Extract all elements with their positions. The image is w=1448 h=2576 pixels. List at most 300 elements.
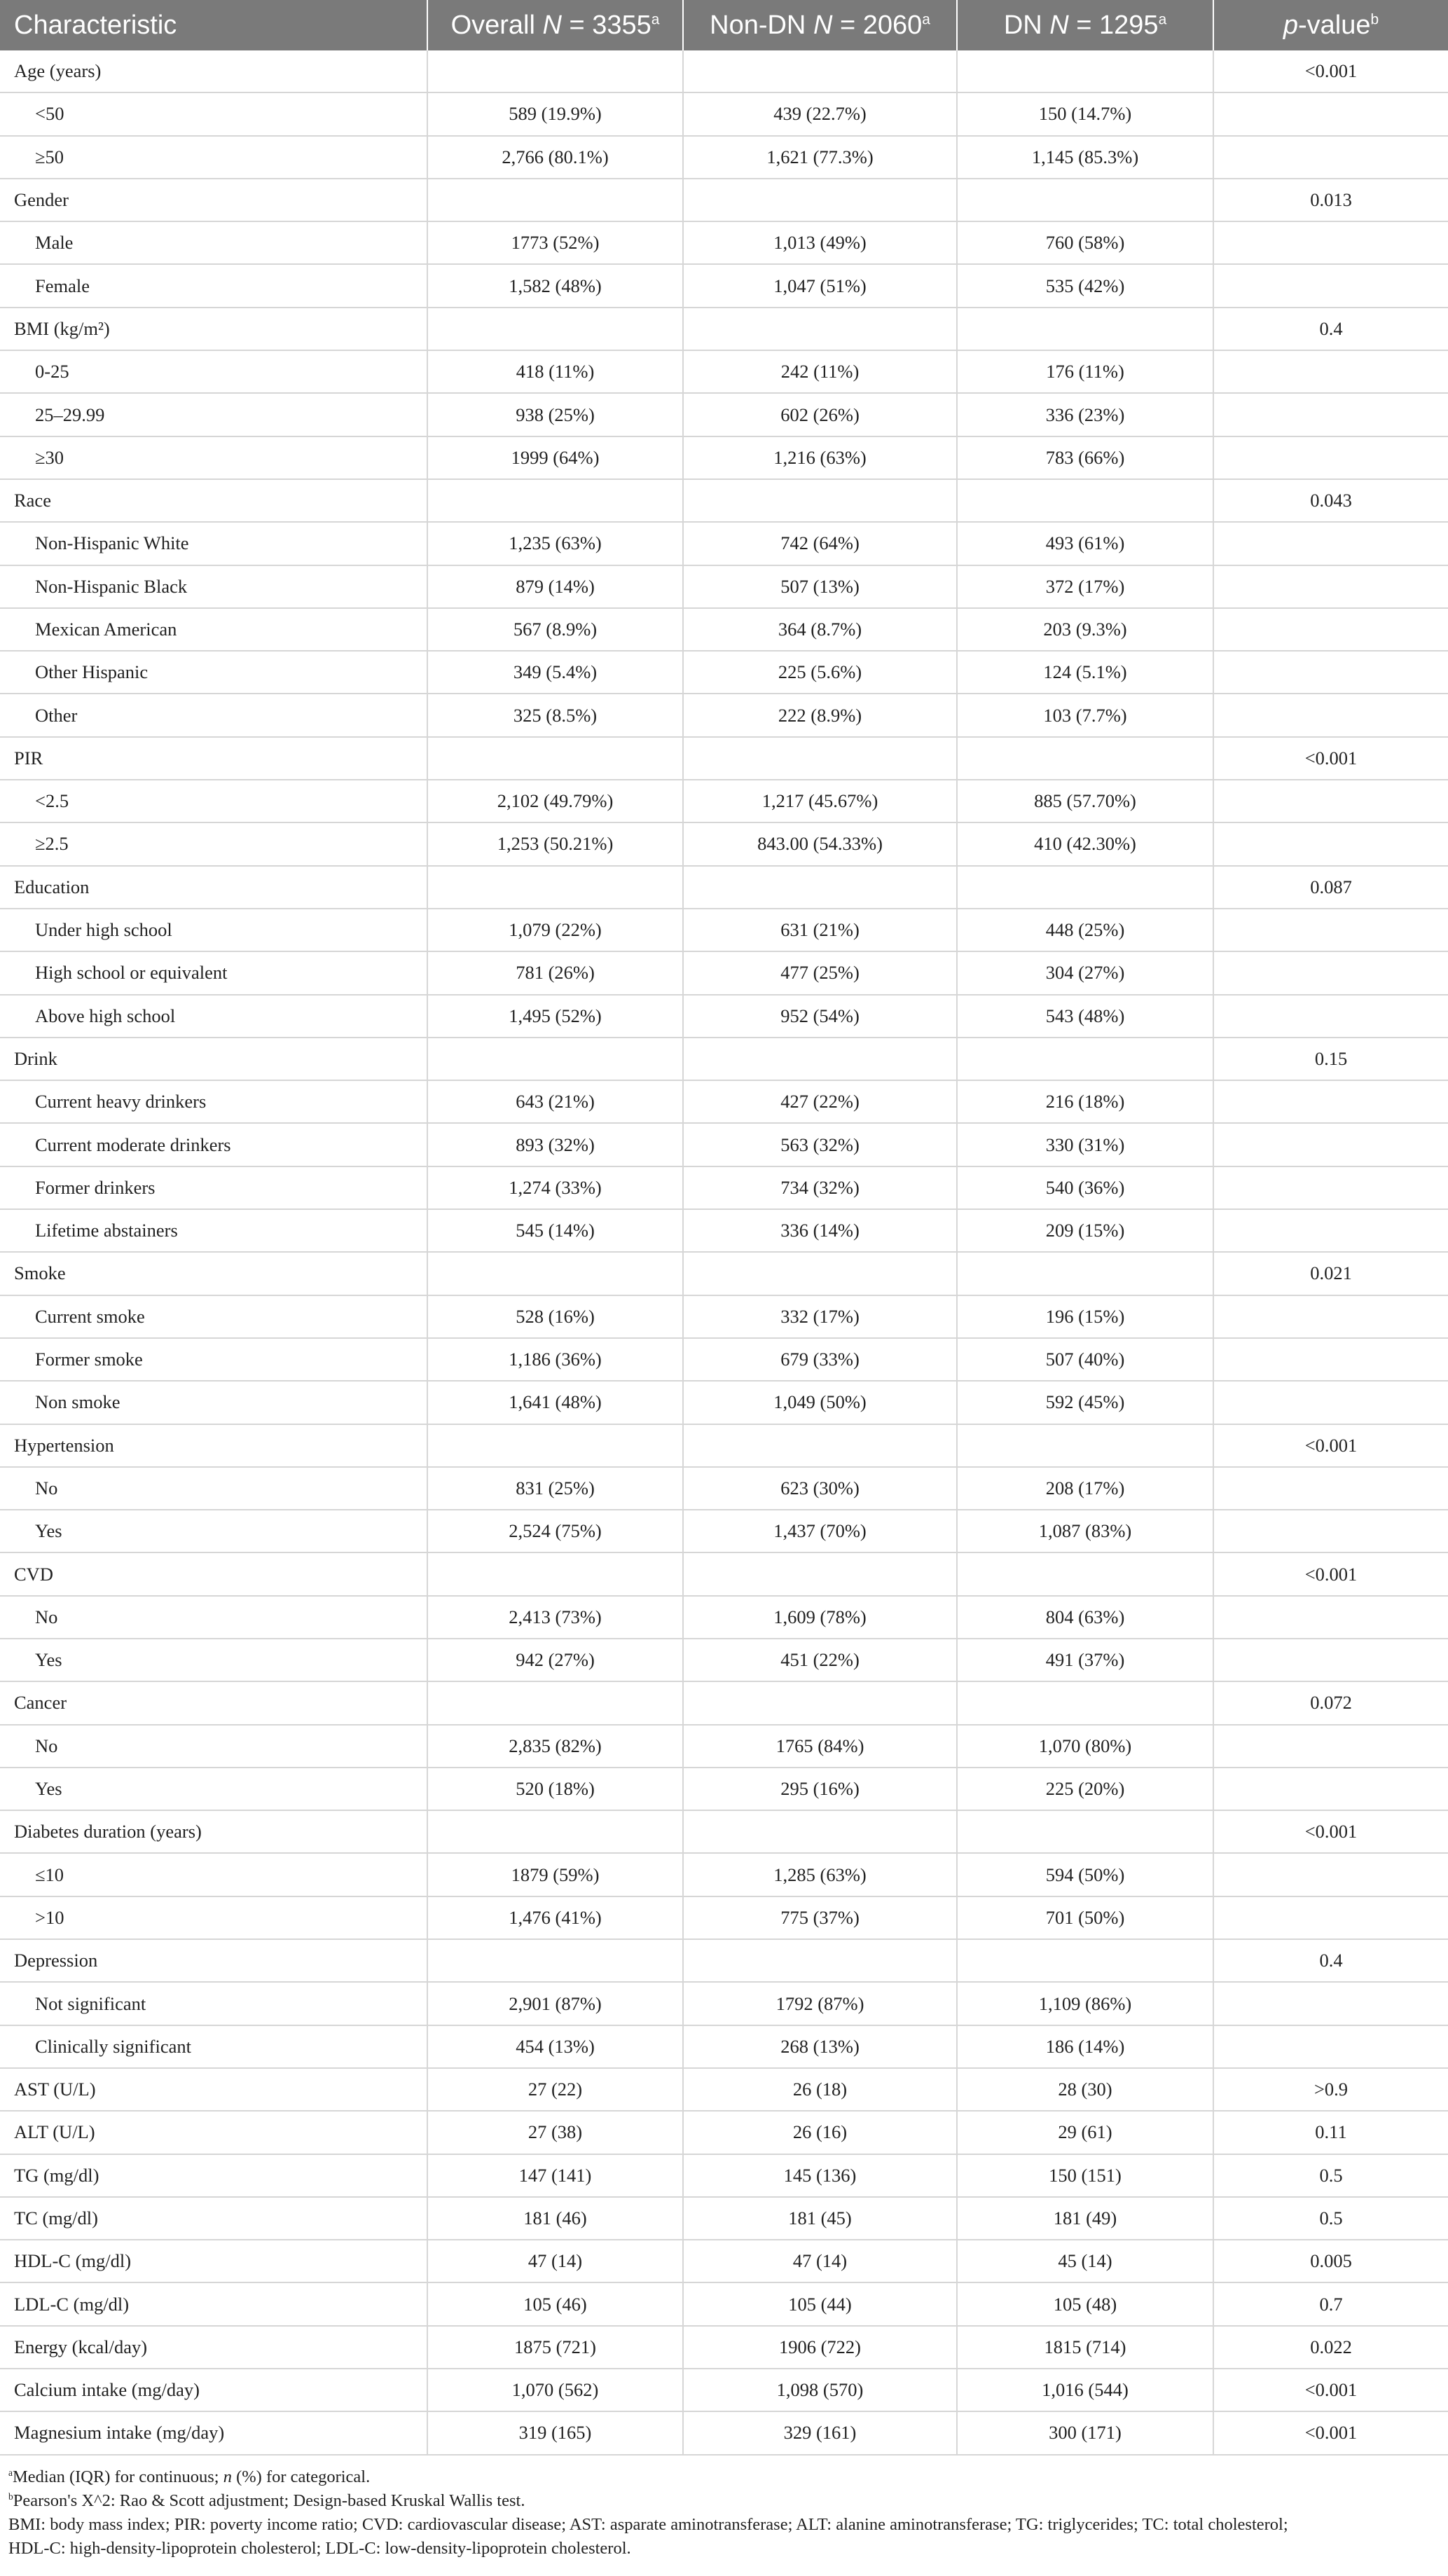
cell-characteristic: LDL-C (mg/dl) bbox=[0, 2282, 427, 2325]
table-row bbox=[0, 1338, 1448, 1381]
cell-p-value: <0.001 bbox=[1213, 50, 1448, 92]
cell-characteristic: 0-25 bbox=[0, 350, 427, 393]
cell-p-value: 0.022 bbox=[1213, 2326, 1448, 2369]
table-row bbox=[0, 1467, 1448, 1510]
cell-non-dn bbox=[683, 1810, 957, 1853]
cell-dn bbox=[957, 1939, 1213, 1982]
cell-characteristic: Yes bbox=[0, 1639, 427, 1681]
table-row bbox=[0, 1166, 1448, 1209]
header-overall-sup: a bbox=[651, 11, 660, 27]
cell-characteristic: Depression bbox=[0, 1939, 427, 1982]
table-row bbox=[0, 179, 1448, 221]
cell-characteristic: CVD bbox=[0, 1552, 427, 1595]
cell-p-value: 0.005 bbox=[1213, 2240, 1448, 2282]
cell-overall: 2,835 (82%) bbox=[427, 1725, 683, 1768]
table-row bbox=[0, 1596, 1448, 1639]
cell-non-dn: 364 (8.7%) bbox=[683, 608, 957, 651]
cell-dn bbox=[957, 1038, 1213, 1080]
cell-p-value bbox=[1213, 565, 1448, 608]
cell-p-value bbox=[1213, 1853, 1448, 1896]
cell-characteristic: PIR bbox=[0, 737, 427, 780]
cell-overall: 418 (11%) bbox=[427, 350, 683, 393]
cell-characteristic: TG (mg/dl) bbox=[0, 2154, 427, 2197]
cell-dn: 124 (5.1%) bbox=[957, 651, 1213, 694]
cell-p-value bbox=[1213, 1768, 1448, 1810]
cell-non-dn: 507 (13%) bbox=[683, 565, 957, 608]
cell-dn bbox=[957, 1424, 1213, 1467]
cell-non-dn: 222 (8.9%) bbox=[683, 694, 957, 736]
cell-non-dn: 332 (17%) bbox=[683, 1295, 957, 1338]
cell-overall: 1,079 (22%) bbox=[427, 909, 683, 951]
cell-p-value bbox=[1213, 1295, 1448, 1338]
cell-dn bbox=[957, 866, 1213, 909]
cell-characteristic: Non-Hispanic Black bbox=[0, 565, 427, 608]
cell-overall: 1,186 (36%) bbox=[427, 1338, 683, 1381]
header-characteristic-text: Characteristic bbox=[14, 10, 177, 40]
header-overall-n: N bbox=[542, 10, 562, 40]
cell-dn: 448 (25%) bbox=[957, 909, 1213, 951]
cell-overall: 325 (8.5%) bbox=[427, 694, 683, 736]
cell-p-value bbox=[1213, 822, 1448, 865]
cell-overall: 1999 (64%) bbox=[427, 436, 683, 479]
cell-dn bbox=[957, 1810, 1213, 1853]
cell-p-value: 0.7 bbox=[1213, 2282, 1448, 2325]
table-row bbox=[0, 1038, 1448, 1080]
cell-non-dn: 1,285 (63%) bbox=[683, 1853, 957, 1896]
cell-p-value bbox=[1213, 780, 1448, 822]
cell-non-dn bbox=[683, 1424, 957, 1467]
cell-non-dn bbox=[683, 179, 957, 221]
cell-p-value bbox=[1213, 221, 1448, 264]
cell-p-value: 0.5 bbox=[1213, 2197, 1448, 2240]
cell-non-dn: 26 (16) bbox=[683, 2111, 957, 2154]
cell-characteristic: >10 bbox=[0, 1896, 427, 1939]
table-row bbox=[0, 909, 1448, 951]
cell-overall: 1773 (52%) bbox=[427, 221, 683, 264]
cell-p-value: 0.4 bbox=[1213, 308, 1448, 350]
cell-overall bbox=[427, 737, 683, 780]
cell-dn: 491 (37%) bbox=[957, 1639, 1213, 1681]
cell-characteristic: Current moderate drinkers bbox=[0, 1123, 427, 1166]
table-row bbox=[0, 1381, 1448, 1424]
cell-non-dn: 1,013 (49%) bbox=[683, 221, 957, 264]
table-row bbox=[0, 1424, 1448, 1467]
cell-non-dn bbox=[683, 1038, 957, 1080]
header-p-value bbox=[1213, 0, 1448, 50]
cell-p-value: 0.013 bbox=[1213, 179, 1448, 221]
table-row bbox=[0, 2154, 1448, 2197]
cell-dn: 493 (61%) bbox=[957, 522, 1213, 565]
cell-p-value bbox=[1213, 1510, 1448, 1552]
cell-p-value bbox=[1213, 2025, 1448, 2068]
cell-dn: 103 (7.7%) bbox=[957, 694, 1213, 736]
cell-p-value bbox=[1213, 1596, 1448, 1639]
cell-dn bbox=[957, 1552, 1213, 1595]
cell-non-dn: 1,437 (70%) bbox=[683, 1510, 957, 1552]
cell-characteristic: Current heavy drinkers bbox=[0, 1080, 427, 1123]
table-row bbox=[0, 522, 1448, 565]
cell-non-dn: 145 (136) bbox=[683, 2154, 957, 2197]
footnote-a-sup: a bbox=[8, 2467, 13, 2478]
cell-overall: 1,641 (48%) bbox=[427, 1381, 683, 1424]
cell-overall: 781 (26%) bbox=[427, 951, 683, 994]
cell-p-value: 0.072 bbox=[1213, 1681, 1448, 1724]
cell-p-value: <0.001 bbox=[1213, 1552, 1448, 1595]
cell-dn: 330 (31%) bbox=[957, 1123, 1213, 1166]
cell-p-value: <0.001 bbox=[1213, 2411, 1448, 2454]
cell-non-dn: 451 (22%) bbox=[683, 1639, 957, 1681]
cell-characteristic: Magnesium intake (mg/day) bbox=[0, 2411, 427, 2454]
cell-non-dn: 1,609 (78%) bbox=[683, 1596, 957, 1639]
table-row bbox=[0, 92, 1448, 135]
cell-p-value bbox=[1213, 1080, 1448, 1123]
cell-dn: 209 (15%) bbox=[957, 1209, 1213, 1252]
cell-dn: 535 (42%) bbox=[957, 264, 1213, 307]
cell-overall: 1,476 (41%) bbox=[427, 1896, 683, 1939]
cell-overall bbox=[427, 1424, 683, 1467]
cell-non-dn: 775 (37%) bbox=[683, 1896, 957, 1939]
table-row bbox=[0, 608, 1448, 651]
cell-non-dn: 1,047 (51%) bbox=[683, 264, 957, 307]
table-row bbox=[0, 221, 1448, 264]
cell-overall bbox=[427, 1038, 683, 1080]
table-row bbox=[0, 1853, 1448, 1896]
cell-non-dn: 427 (22%) bbox=[683, 1080, 957, 1123]
cell-characteristic: ≥30 bbox=[0, 436, 427, 479]
cell-p-value: <0.001 bbox=[1213, 737, 1448, 780]
cell-non-dn bbox=[683, 1939, 957, 1982]
cell-non-dn: 477 (25%) bbox=[683, 951, 957, 994]
header-dn bbox=[957, 0, 1213, 50]
cell-characteristic: <2.5 bbox=[0, 780, 427, 822]
cell-overall: 831 (25%) bbox=[427, 1467, 683, 1510]
cell-non-dn: 225 (5.6%) bbox=[683, 651, 957, 694]
cell-overall bbox=[427, 479, 683, 522]
cell-dn: 45 (14) bbox=[957, 2240, 1213, 2282]
header-overall-prefix: Overall bbox=[450, 10, 543, 40]
cell-overall bbox=[427, 1939, 683, 1982]
cell-characteristic: Gender bbox=[0, 179, 427, 221]
table-row bbox=[0, 1552, 1448, 1595]
cell-overall bbox=[427, 1681, 683, 1724]
cell-dn: 105 (48) bbox=[957, 2282, 1213, 2325]
cell-p-value bbox=[1213, 694, 1448, 736]
cell-dn: 304 (27%) bbox=[957, 951, 1213, 994]
cell-p-value bbox=[1213, 1467, 1448, 1510]
cell-non-dn: 952 (54%) bbox=[683, 995, 957, 1038]
cell-characteristic: 25–29.99 bbox=[0, 393, 427, 436]
cell-overall: 2,901 (87%) bbox=[427, 1982, 683, 2025]
cell-overall: 879 (14%) bbox=[427, 565, 683, 608]
table-row bbox=[0, 2197, 1448, 2240]
cell-overall: 643 (21%) bbox=[427, 1080, 683, 1123]
cell-overall: 2,766 (80.1%) bbox=[427, 136, 683, 179]
cell-non-dn: 268 (13%) bbox=[683, 2025, 957, 2068]
cell-non-dn bbox=[683, 866, 957, 909]
cell-overall: 319 (165) bbox=[427, 2411, 683, 2454]
cell-characteristic: Clinically significant bbox=[0, 2025, 427, 2068]
cell-non-dn: 563 (32%) bbox=[683, 1123, 957, 1166]
cell-dn bbox=[957, 179, 1213, 221]
table-row bbox=[0, 308, 1448, 350]
cell-p-value: 0.087 bbox=[1213, 866, 1448, 909]
cell-non-dn bbox=[683, 1252, 957, 1295]
cell-p-value bbox=[1213, 136, 1448, 179]
header-dn-prefix: DN bbox=[1003, 10, 1050, 40]
cell-characteristic: ≤10 bbox=[0, 1853, 427, 1896]
cell-overall: 349 (5.4%) bbox=[427, 651, 683, 694]
cell-overall: 1,253 (50.21%) bbox=[427, 822, 683, 865]
cell-p-value bbox=[1213, 651, 1448, 694]
cell-dn: 203 (9.3%) bbox=[957, 608, 1213, 651]
cell-non-dn: 679 (33%) bbox=[683, 1338, 957, 1381]
cell-overall bbox=[427, 1552, 683, 1595]
table-row bbox=[0, 1896, 1448, 1939]
cell-overall: 1,495 (52%) bbox=[427, 995, 683, 1038]
header-non-dn bbox=[683, 0, 957, 50]
header-p-rest: -value bbox=[1298, 10, 1371, 40]
cell-characteristic: Lifetime abstainers bbox=[0, 1209, 427, 1252]
cell-overall: 520 (18%) bbox=[427, 1768, 683, 1810]
cell-dn bbox=[957, 308, 1213, 350]
cell-p-value bbox=[1213, 1166, 1448, 1209]
cell-p-value: <0.001 bbox=[1213, 1424, 1448, 1467]
cell-dn: 1815 (714) bbox=[957, 2326, 1213, 2369]
footnote-a bbox=[8, 2465, 1440, 2489]
cell-characteristic: ALT (U/L) bbox=[0, 2111, 427, 2154]
cell-non-dn: 329 (161) bbox=[683, 2411, 957, 2454]
table-row bbox=[0, 565, 1448, 608]
cell-characteristic: Above high school bbox=[0, 995, 427, 1038]
cell-overall: 454 (13%) bbox=[427, 2025, 683, 2068]
cell-overall: 2,524 (75%) bbox=[427, 1510, 683, 1552]
cell-dn: 783 (66%) bbox=[957, 436, 1213, 479]
header-p-sup: b bbox=[1370, 11, 1379, 27]
table-body bbox=[0, 50, 1448, 2455]
cell-non-dn bbox=[683, 308, 957, 350]
table-row bbox=[0, 694, 1448, 736]
cell-dn: 29 (61) bbox=[957, 2111, 1213, 2154]
cell-overall bbox=[427, 50, 683, 92]
table-row bbox=[0, 2369, 1448, 2411]
cell-overall: 1,235 (63%) bbox=[427, 522, 683, 565]
cell-characteristic: Other bbox=[0, 694, 427, 736]
cell-dn: 196 (15%) bbox=[957, 1295, 1213, 1338]
cell-characteristic: Current smoke bbox=[0, 1295, 427, 1338]
footnote-b-sup: b bbox=[8, 2491, 13, 2502]
cell-characteristic: ≥50 bbox=[0, 136, 427, 179]
cell-overall: 942 (27%) bbox=[427, 1639, 683, 1681]
cell-characteristic: Former smoke bbox=[0, 1338, 427, 1381]
table-row bbox=[0, 2111, 1448, 2154]
cell-overall bbox=[427, 308, 683, 350]
header-overall-value: = 3355 bbox=[561, 10, 651, 40]
table-row bbox=[0, 1810, 1448, 1853]
cell-dn: 701 (50%) bbox=[957, 1896, 1213, 1939]
cell-p-value: 0.11 bbox=[1213, 2111, 1448, 2154]
cell-overall: 1875 (721) bbox=[427, 2326, 683, 2369]
cell-dn: 507 (40%) bbox=[957, 1338, 1213, 1381]
cell-characteristic: Yes bbox=[0, 1510, 427, 1552]
table-row bbox=[0, 2411, 1448, 2454]
cell-non-dn bbox=[683, 479, 957, 522]
cell-characteristic: Not significant bbox=[0, 1982, 427, 2025]
cell-p-value bbox=[1213, 1896, 1448, 1939]
cell-characteristic: No bbox=[0, 1467, 427, 1510]
cell-characteristic: Cancer bbox=[0, 1681, 427, 1724]
cell-dn: 225 (20%) bbox=[957, 1768, 1213, 1810]
table-row bbox=[0, 1209, 1448, 1252]
cell-p-value: 0.4 bbox=[1213, 1939, 1448, 1982]
table-row bbox=[0, 1639, 1448, 1681]
cell-p-value: 0.15 bbox=[1213, 1038, 1448, 1080]
cell-non-dn: 181 (45) bbox=[683, 2197, 957, 2240]
cell-dn: 1,087 (83%) bbox=[957, 1510, 1213, 1552]
cell-overall bbox=[427, 1252, 683, 1295]
cell-dn: 336 (23%) bbox=[957, 393, 1213, 436]
cell-non-dn: 602 (26%) bbox=[683, 393, 957, 436]
cell-non-dn: 1792 (87%) bbox=[683, 1982, 957, 2025]
cell-characteristic: <50 bbox=[0, 92, 427, 135]
cell-overall: 567 (8.9%) bbox=[427, 608, 683, 651]
cell-dn: 594 (50%) bbox=[957, 1853, 1213, 1896]
cell-dn: 1,016 (544) bbox=[957, 2369, 1213, 2411]
cell-dn: 28 (30) bbox=[957, 2068, 1213, 2111]
header-non-dn-prefix: Non-DN bbox=[710, 10, 813, 40]
table-row bbox=[0, 2326, 1448, 2369]
cell-p-value bbox=[1213, 608, 1448, 651]
table-row bbox=[0, 264, 1448, 307]
cell-characteristic: No bbox=[0, 1596, 427, 1639]
cell-dn: 804 (63%) bbox=[957, 1596, 1213, 1639]
cell-p-value bbox=[1213, 909, 1448, 951]
cell-characteristic: AST (U/L) bbox=[0, 2068, 427, 2111]
cell-p-value bbox=[1213, 436, 1448, 479]
header-overall bbox=[427, 0, 683, 50]
cell-p-value: <0.001 bbox=[1213, 2369, 1448, 2411]
cell-p-value bbox=[1213, 1639, 1448, 1681]
footnote-b-text: Pearson's X^2: Rao & Scott adjustment; Design-based Kruskal Wallis test. bbox=[13, 2491, 525, 2510]
cell-non-dn: 26 (18) bbox=[683, 2068, 957, 2111]
table-row bbox=[0, 50, 1448, 92]
cell-dn: 760 (58%) bbox=[957, 221, 1213, 264]
cell-non-dn: 631 (21%) bbox=[683, 909, 957, 951]
cell-overall: 1,274 (33%) bbox=[427, 1166, 683, 1209]
cell-non-dn: 295 (16%) bbox=[683, 1768, 957, 1810]
table-row bbox=[0, 951, 1448, 994]
cell-p-value bbox=[1213, 1381, 1448, 1424]
cell-characteristic: Energy (kcal/day) bbox=[0, 2326, 427, 2369]
cell-p-value bbox=[1213, 393, 1448, 436]
table-row bbox=[0, 866, 1448, 909]
cell-p-value bbox=[1213, 1982, 1448, 2025]
cell-dn: 216 (18%) bbox=[957, 1080, 1213, 1123]
cell-dn bbox=[957, 1681, 1213, 1724]
table-row bbox=[0, 1123, 1448, 1166]
footnote-a-italic: n bbox=[223, 2467, 232, 2486]
cell-characteristic: Diabetes duration (years) bbox=[0, 1810, 427, 1853]
cell-dn: 176 (11%) bbox=[957, 350, 1213, 393]
cell-p-value: 0.043 bbox=[1213, 479, 1448, 522]
cell-overall: 2,102 (49.79%) bbox=[427, 780, 683, 822]
table-row bbox=[0, 2025, 1448, 2068]
footnote-a-text-1: Median (IQR) for continuous; bbox=[12, 2467, 223, 2486]
cell-non-dn: 1,217 (45.67%) bbox=[683, 780, 957, 822]
cell-overall bbox=[427, 1810, 683, 1853]
cell-non-dn bbox=[683, 50, 957, 92]
cell-p-value: 0.5 bbox=[1213, 2154, 1448, 2197]
cell-characteristic: ≥2.5 bbox=[0, 822, 427, 865]
table-row bbox=[0, 1982, 1448, 2025]
cell-non-dn: 843.00 (54.33%) bbox=[683, 822, 957, 865]
cell-characteristic: Non-Hispanic White bbox=[0, 522, 427, 565]
cell-p-value: <0.001 bbox=[1213, 1810, 1448, 1853]
table-row bbox=[0, 822, 1448, 865]
table-row bbox=[0, 1295, 1448, 1338]
cell-overall: 938 (25%) bbox=[427, 393, 683, 436]
table-row bbox=[0, 780, 1448, 822]
header-row bbox=[0, 0, 1448, 50]
table-row bbox=[0, 1080, 1448, 1123]
cell-non-dn: 1,098 (570) bbox=[683, 2369, 957, 2411]
cell-non-dn bbox=[683, 1552, 957, 1595]
cell-overall: 589 (19.9%) bbox=[427, 92, 683, 135]
cell-characteristic: Female bbox=[0, 264, 427, 307]
cell-p-value: >0.9 bbox=[1213, 2068, 1448, 2111]
cell-characteristic: Under high school bbox=[0, 909, 427, 951]
cell-overall bbox=[427, 179, 683, 221]
cell-p-value bbox=[1213, 522, 1448, 565]
cell-overall: 181 (46) bbox=[427, 2197, 683, 2240]
cell-overall: 105 (46) bbox=[427, 2282, 683, 2325]
cell-overall: 1,582 (48%) bbox=[427, 264, 683, 307]
cell-characteristic: Hypertension bbox=[0, 1424, 427, 1467]
cell-characteristic: Mexican American bbox=[0, 608, 427, 651]
cell-characteristic: Other Hispanic bbox=[0, 651, 427, 694]
cell-non-dn: 336 (14%) bbox=[683, 1209, 957, 1252]
header-p-italic: p bbox=[1283, 10, 1298, 40]
cell-non-dn: 47 (14) bbox=[683, 2240, 957, 2282]
cell-dn: 1,109 (86%) bbox=[957, 1982, 1213, 2025]
table-header bbox=[0, 0, 1448, 50]
header-non-dn-sup: a bbox=[922, 11, 930, 27]
table-row bbox=[0, 651, 1448, 694]
cell-non-dn: 742 (64%) bbox=[683, 522, 957, 565]
table-row bbox=[0, 1768, 1448, 1810]
cell-p-value bbox=[1213, 1209, 1448, 1252]
cell-dn: 208 (17%) bbox=[957, 1467, 1213, 1510]
cell-dn: 540 (36%) bbox=[957, 1166, 1213, 1209]
cell-dn: 181 (49) bbox=[957, 2197, 1213, 2240]
cell-characteristic: Male bbox=[0, 221, 427, 264]
cell-overall: 1879 (59%) bbox=[427, 1853, 683, 1896]
cell-overall: 545 (14%) bbox=[427, 1209, 683, 1252]
footnote-abbreviations-1: BMI: body mass index; PIR: poverty income ratio; CVD: cardiovascular disease; AST: asparate aminotransferase; ALT: alanine aminotransferase; TG: triglycerides; TC: total cholesterol; bbox=[8, 2514, 1288, 2534]
cell-overall: 528 (16%) bbox=[427, 1295, 683, 1338]
cell-non-dn: 1,216 (63%) bbox=[683, 436, 957, 479]
cell-characteristic: TC (mg/dl) bbox=[0, 2197, 427, 2240]
header-non-dn-value: = 2060 bbox=[832, 10, 923, 40]
cell-dn bbox=[957, 1252, 1213, 1295]
cell-dn: 186 (14%) bbox=[957, 2025, 1213, 2068]
cell-p-value bbox=[1213, 350, 1448, 393]
cell-non-dn: 623 (30%) bbox=[683, 1467, 957, 1510]
table-row bbox=[0, 1681, 1448, 1724]
cell-overall: 47 (14) bbox=[427, 2240, 683, 2282]
cell-dn: 1,145 (85.3%) bbox=[957, 136, 1213, 179]
cell-non-dn: 242 (11%) bbox=[683, 350, 957, 393]
footnote-a-text-2: (%) for categorical. bbox=[231, 2467, 371, 2486]
